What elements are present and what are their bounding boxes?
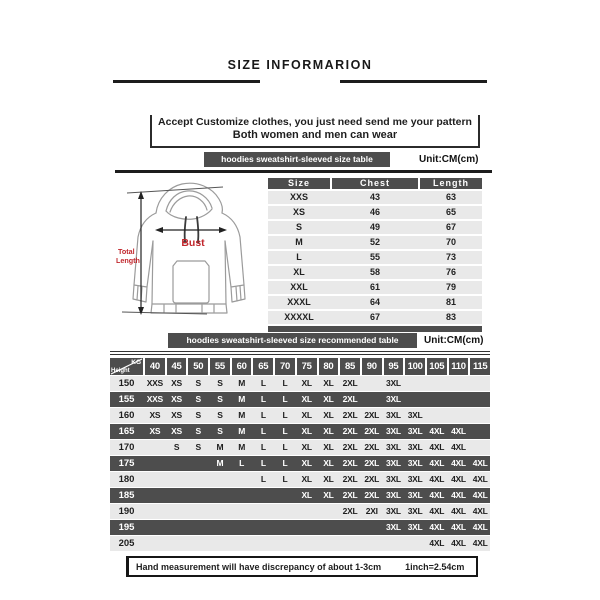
- size-recommendation-cell: L: [239, 458, 245, 468]
- size-recommendation-cell: [210, 472, 230, 487]
- size-recommendation-cell: 4XL: [472, 522, 488, 532]
- size-recommendation-cell: 3XL: [386, 378, 401, 388]
- size-recommendation-cell: XL: [323, 426, 334, 436]
- length-cell: 65: [445, 207, 456, 217]
- recommended-table-header-row: [110, 358, 490, 375]
- size-recommendation-cell: 3XL: [407, 490, 423, 500]
- size-recommendation-cell: [470, 376, 490, 391]
- size-recommendation-cell: XL: [323, 474, 334, 484]
- size-recommendation-cell: L: [260, 410, 266, 420]
- size-recommendation-cell: XS: [171, 394, 182, 404]
- size-recommendation-cell: 2XL: [342, 442, 358, 452]
- size-recommendation-cell: S: [195, 426, 201, 436]
- size-recommendation-cell: L: [282, 394, 288, 404]
- weight-column-header: 65: [253, 358, 273, 375]
- size-recommendation-cell: XL: [301, 410, 312, 420]
- footer-note-box: [126, 556, 478, 577]
- size-cell: XS: [292, 207, 305, 217]
- size-recommendation-cell: [232, 488, 252, 503]
- recommended-table-row: [110, 504, 490, 519]
- size-recommendation-cell: [253, 536, 273, 551]
- measurement-discrepancy-note: Hand measurement will have discrepancy of about 1-3cm: [136, 561, 382, 572]
- total-length-label-line1: Total: [118, 247, 135, 256]
- chest-cell: 58: [369, 267, 380, 277]
- size-recommendation-cell: [253, 488, 273, 503]
- size-recommendation-cell: [167, 488, 187, 503]
- size-recommendation-cell: 2XL: [364, 426, 380, 436]
- size-recommendation-cell: [210, 488, 230, 503]
- size-recommendation-cell: XL: [323, 490, 334, 500]
- total-length-label-line2: Length: [116, 256, 140, 265]
- weight-column-header: 80: [319, 358, 339, 375]
- size-recommendation-cell: 3XL: [386, 394, 401, 404]
- weight-column-header: 90: [362, 358, 382, 375]
- size-cell: XXS: [289, 192, 308, 202]
- size-recommendation-cell: S: [217, 426, 223, 436]
- size-recommendation-cell: 3XL: [386, 474, 401, 484]
- size-table-unit-label: Unit:CM(cm): [419, 154, 479, 165]
- size-table-row: [268, 266, 482, 279]
- size-recommendation-cell: [232, 520, 252, 535]
- size-recommendation-cell: [167, 472, 187, 487]
- size-table-row: [268, 311, 482, 324]
- size-recommendation-cell: 4XL: [472, 538, 488, 548]
- size-recommendation-cell: XL: [301, 394, 312, 404]
- size-recommendation-cell: 4XL: [429, 458, 445, 468]
- recommended-table-row: [110, 392, 490, 407]
- customize-note-line2: Both women and men can wear: [232, 129, 398, 141]
- size-recommendation-cell: [405, 536, 425, 551]
- size-recommendation-cell: [470, 424, 490, 439]
- weight-column-header: 50: [188, 358, 208, 375]
- recommended-table-row: [110, 376, 490, 391]
- weight-column-header: 55: [210, 358, 230, 375]
- size-recommendation-cell: 2XL: [342, 506, 358, 516]
- length-cell: 81: [445, 297, 456, 307]
- size-recommendation-cell: XL: [301, 458, 312, 468]
- size-recommendation-cell: 4XL: [429, 474, 445, 484]
- size-recommendation-cell: [232, 536, 252, 551]
- size-recommendation-cell: [449, 392, 469, 407]
- recommended-table: [110, 358, 490, 551]
- size-recommendation-cell: [210, 504, 230, 519]
- size-recommendation-cell: [253, 520, 273, 535]
- size-recommendation-cell: 3XL: [407, 458, 423, 468]
- size-recommendation-cell: [275, 488, 295, 503]
- size-recommendation-cell: 4XL: [429, 522, 445, 532]
- size-recommendation-cell: XL: [323, 458, 334, 468]
- size-recommendation-cell: 3XL: [386, 522, 401, 532]
- recommended-table-row: [110, 440, 490, 455]
- recommended-table-row: [110, 472, 490, 487]
- weight-column-header: 75: [297, 358, 317, 375]
- weight-column-header: 45: [167, 358, 187, 375]
- size-table-row: [268, 296, 482, 309]
- size-recommendation-cell: XL: [323, 410, 334, 420]
- size-recommendation-cell: 3XL: [407, 410, 423, 420]
- size-recommendation-cell: S: [195, 394, 201, 404]
- size-recommendation-cell: L: [282, 474, 288, 484]
- size-recommendation-cell: [297, 504, 317, 519]
- page-title: SIZE INFORMARION: [227, 58, 373, 72]
- size-table-row: [268, 206, 482, 219]
- size-recommendation-cell: S: [195, 442, 201, 452]
- customize-note-box: [150, 115, 480, 148]
- size-cell: S: [295, 222, 302, 232]
- size-recommendation-cell: [319, 504, 339, 519]
- size-recommendation-cell: XL: [301, 378, 312, 388]
- size-table-row: [268, 281, 482, 294]
- height-label: 185: [118, 490, 135, 501]
- length-cell: 63: [445, 192, 456, 202]
- recommended-table-row: [110, 424, 490, 439]
- size-recommendation-cell: [362, 520, 382, 535]
- size-recommendation-cell: 3XL: [386, 426, 401, 436]
- size-recommendation-cell: 4XL: [429, 538, 445, 548]
- size-recommendation-cell: [427, 392, 447, 407]
- height-label: 150: [118, 378, 135, 389]
- length-column-header: Length: [420, 178, 482, 189]
- size-recommendation-cell: L: [260, 426, 266, 436]
- size-recommendation-cell: 4XL: [451, 522, 466, 532]
- size-table-row: [268, 221, 482, 234]
- size-recommendation-cell: S: [195, 378, 201, 388]
- height-label: 160: [118, 410, 135, 421]
- size-recommendation-cell: XS: [149, 410, 161, 420]
- height-label: 190: [118, 506, 135, 517]
- chest-cell: 43: [369, 192, 380, 202]
- corner-kg-label: KG: [131, 359, 141, 366]
- size-table-row: [268, 191, 482, 204]
- size-column-header: Size: [268, 178, 330, 189]
- height-label: 175: [118, 458, 135, 469]
- weight-column-header: 40: [145, 358, 165, 375]
- size-recommendation-cell: 3XL: [386, 410, 401, 420]
- size-recommendation-cell: [210, 520, 230, 535]
- size-recommendation-cell: 3XL: [386, 506, 401, 516]
- recommended-table-row: [110, 408, 490, 423]
- size-table-header-row: [268, 178, 482, 189]
- size-recommendation-cell: [145, 504, 165, 519]
- size-recommendation-cell: [470, 392, 490, 407]
- corner-cell: [110, 358, 143, 375]
- recommended-table-body: [110, 376, 490, 551]
- size-recommendation-cell: [145, 520, 165, 535]
- size-recommendation-cell: L: [260, 474, 266, 484]
- size-recommendation-cell: XL: [301, 442, 312, 452]
- height-label: 195: [118, 522, 135, 533]
- size-recommendation-cell: [319, 536, 339, 551]
- size-recommendation-cell: 4XL: [429, 426, 445, 436]
- size-recommendation-cell: [188, 520, 208, 535]
- size-recommendation-cell: [167, 520, 187, 535]
- size-recommendation-cell: [145, 536, 165, 551]
- recommended-table-row: [110, 456, 490, 471]
- size-table-body: [268, 191, 482, 324]
- length-cell: 67: [445, 222, 456, 232]
- size-cell: XXL: [290, 282, 308, 292]
- chest-cell: 67: [369, 312, 380, 322]
- size-recommendation-cell: [297, 536, 317, 551]
- recommended-table-row: [110, 488, 490, 503]
- weight-column-header: 115: [470, 358, 490, 375]
- size-recommendation-cell: 2XL: [364, 442, 380, 452]
- inch-conversion-note: 1inch=2.54cm: [405, 561, 465, 572]
- chest-cell: 61: [369, 282, 380, 292]
- recommended-table-unit-label: Unit:CM(cm): [424, 335, 484, 346]
- size-recommendation-cell: 4XL: [451, 490, 466, 500]
- size-recommendation-cell: [188, 472, 208, 487]
- size-recommendation-cell: 2XL: [364, 458, 380, 468]
- size-recommendation-cell: 3XL: [407, 442, 423, 452]
- height-label: 205: [118, 538, 135, 549]
- size-recommendation-cell: [253, 504, 273, 519]
- size-recommendation-cell: L: [282, 410, 288, 420]
- length-cell: 76: [445, 267, 456, 277]
- weight-column-header: 60: [232, 358, 252, 375]
- size-recommendation-cell: M: [238, 378, 245, 388]
- size-recommendation-cell: 2XL: [342, 458, 358, 468]
- size-recommendation-cell: S: [195, 410, 201, 420]
- size-recommendation-cell: M: [216, 458, 224, 468]
- size-recommendation-cell: 4XL: [429, 490, 445, 500]
- recommended-table-row: [110, 520, 490, 535]
- size-recommendation-cell: XXS: [146, 394, 163, 404]
- weight-column-header: 70: [275, 358, 295, 375]
- size-recommendation-cell: XL: [323, 394, 334, 404]
- size-recommendation-cell: XL: [323, 442, 334, 452]
- size-recommendation-cell: [275, 520, 295, 535]
- title-underline-left: [113, 80, 260, 83]
- size-recommendation-cell: [167, 504, 187, 519]
- size-recommendation-cell: 4XL: [451, 426, 466, 436]
- size-recommendation-cell: XS: [149, 426, 161, 436]
- size-recommendation-cell: 4XL: [451, 538, 466, 548]
- size-recommendation-cell: M: [216, 442, 224, 452]
- size-recommendation-cell: [340, 520, 360, 535]
- size-recommendation-cell: L: [282, 378, 288, 388]
- size-recommendation-cell: 4XL: [429, 442, 445, 452]
- recommended-table-section-header: hoodies sweatshirt-sleeved size recommended table: [168, 333, 417, 348]
- size-recommendation-cell: 2XL: [364, 474, 380, 484]
- total-length-arrow: [138, 191, 144, 315]
- size-recommendation-cell: 2XL: [342, 426, 358, 436]
- size-recommendation-cell: 2XL: [342, 490, 358, 500]
- weight-column-header: 100: [405, 358, 425, 375]
- size-recommendation-cell: [340, 536, 360, 551]
- size-recommendation-cell: [427, 376, 447, 391]
- size-recommendation-cell: 2XI: [365, 506, 378, 516]
- size-recommendation-cell: 4XL: [472, 474, 488, 484]
- size-recommendation-cell: [449, 376, 469, 391]
- customize-note-line1: Accept Customize clothes, you just need send me your pattern: [158, 116, 472, 128]
- size-recommendation-cell: [449, 408, 469, 423]
- size-recommendation-cell: 4XL: [451, 458, 466, 468]
- size-recommendation-cell: [362, 376, 382, 391]
- size-recommendation-cell: 3XL: [407, 474, 423, 484]
- size-recommendation-cell: M: [238, 426, 245, 436]
- size-cell: M: [295, 237, 303, 247]
- weight-column-header: 110: [449, 358, 469, 375]
- size-recommendation-cell: XS: [171, 426, 182, 436]
- size-recommendation-cell: [188, 504, 208, 519]
- size-table-bottom-bar: [268, 326, 482, 332]
- size-recommendation-cell: M: [238, 442, 245, 452]
- recommended-table-row: [110, 536, 490, 551]
- chest-cell: 49: [369, 222, 380, 232]
- size-cell: XXXL: [287, 297, 311, 307]
- size-recommendation-cell: M: [238, 410, 245, 420]
- length-cell: 83: [445, 312, 456, 322]
- size-cell: L: [296, 252, 302, 262]
- size-recommendation-cell: [405, 376, 425, 391]
- length-cell: 73: [445, 252, 456, 262]
- size-recommendation-cell: 2XL: [364, 490, 380, 500]
- chest-cell: 46: [369, 207, 380, 217]
- size-recommendation-cell: 2XL: [342, 394, 358, 404]
- size-recommendation-cell: L: [282, 442, 288, 452]
- size-table-row: [268, 236, 482, 249]
- size-recommendation-cell: XL: [301, 474, 312, 484]
- size-recommendation-cell: L: [260, 458, 266, 468]
- size-recommendation-cell: M: [238, 394, 245, 404]
- size-table-section-header: hoodies sweatshirt-sleeved size table: [204, 152, 390, 167]
- corner-height-label: Height: [111, 368, 130, 374]
- size-recommendation-cell: [275, 504, 295, 519]
- size-recommendation-cell: [167, 536, 187, 551]
- height-label: 180: [118, 474, 135, 485]
- size-recommendation-cell: L: [260, 378, 266, 388]
- size-recommendation-cell: 2XL: [364, 410, 380, 420]
- size-recommendation-cell: [210, 536, 230, 551]
- bust-label: Bust: [181, 237, 205, 249]
- height-label: 165: [118, 426, 135, 437]
- size-recommendation-cell: [470, 440, 490, 455]
- size-recommendation-cell: 3XL: [386, 490, 401, 500]
- size-recommendation-cell: 3XL: [386, 458, 401, 468]
- size-recommendation-cell: 4XL: [451, 442, 466, 452]
- size-recommendation-cell: [297, 520, 317, 535]
- size-recommendation-cell: 2XL: [342, 474, 358, 484]
- chest-cell: 55: [369, 252, 380, 262]
- size-recommendation-cell: [145, 440, 165, 455]
- size-recommendation-cell: [362, 536, 382, 551]
- weight-column-header: 95: [384, 358, 404, 375]
- length-cell: 70: [445, 237, 456, 247]
- size-recommendation-cell: [319, 520, 339, 535]
- title-underline-right: [340, 80, 487, 83]
- chest-cell: 52: [369, 237, 380, 247]
- size-recommendation-cell: 4XL: [472, 490, 488, 500]
- size-recommendation-cell: 2XL: [342, 378, 358, 388]
- size-recommendation-cell: 3XL: [407, 522, 423, 532]
- size-recommendation-cell: [362, 392, 382, 407]
- size-table-row: [268, 251, 482, 264]
- size-recommendation-cell: XL: [301, 426, 312, 436]
- size-recommendation-cell: L: [260, 442, 266, 452]
- chest-cell: 64: [369, 297, 380, 307]
- bust-arrow: [155, 227, 227, 233]
- size-recommendation-cell: 4XL: [451, 506, 466, 516]
- size-recommendation-cell: 2XL: [342, 410, 358, 420]
- size-recommendation-cell: 4XL: [472, 458, 488, 468]
- size-recommendation-cell: XL: [301, 490, 312, 500]
- size-table: [268, 178, 482, 332]
- size-recommendation-cell: S: [173, 442, 180, 452]
- size-recommendation-cell: [188, 536, 208, 551]
- size-recommendation-cell: L: [282, 458, 288, 468]
- size-recommendation-cell: [232, 472, 252, 487]
- size-recommendation-cell: [145, 488, 165, 503]
- size-recommendation-cell: 4XL: [451, 474, 466, 484]
- size-recommendation-cell: L: [260, 394, 266, 404]
- size-recommendation-cell: [470, 408, 490, 423]
- size-recommendation-cell: XS: [171, 410, 182, 420]
- size-recommendation-cell: 4XL: [472, 506, 488, 516]
- length-cell: 79: [445, 282, 456, 292]
- size-cell: XXXXL: [284, 312, 314, 322]
- chest-column-header: Chest: [332, 178, 418, 189]
- size-recommendation-cell: [188, 488, 208, 503]
- size-recommendation-cell: S: [217, 378, 223, 388]
- size-recommendation-cell: S: [217, 410, 223, 420]
- size-recommendation-cell: 3XL: [386, 442, 401, 452]
- hoodie-measurement-diagram: [112, 173, 247, 323]
- height-label: 155: [118, 394, 135, 405]
- size-recommendation-cell: S: [217, 394, 223, 404]
- size-recommendation-cell: 4XL: [429, 506, 445, 516]
- size-recommendation-cell: [384, 536, 404, 551]
- weight-column-header: 85: [340, 358, 360, 375]
- size-recommendation-cell: [232, 504, 252, 519]
- size-recommendation-cell: [145, 456, 165, 471]
- size-recommendation-cell: [167, 456, 187, 471]
- size-recommendation-cell: [275, 536, 295, 551]
- size-recommendation-cell: XXS: [146, 378, 163, 388]
- recommended-table-divider-line: [110, 351, 490, 355]
- size-recommendation-cell: [405, 392, 425, 407]
- size-recommendation-cell: [427, 408, 447, 423]
- size-recommendation-cell: [188, 456, 208, 471]
- size-recommendation-cell: L: [282, 426, 288, 436]
- size-recommendation-cell: 3XL: [407, 426, 423, 436]
- size-recommendation-cell: 3XL: [407, 506, 423, 516]
- height-label: 170: [118, 442, 135, 453]
- weight-column-header: 105: [427, 358, 447, 375]
- size-recommendation-cell: XS: [171, 378, 182, 388]
- size-recommendation-cell: XL: [323, 378, 334, 388]
- size-recommendation-cell: [145, 472, 165, 487]
- size-cell: XL: [293, 267, 305, 277]
